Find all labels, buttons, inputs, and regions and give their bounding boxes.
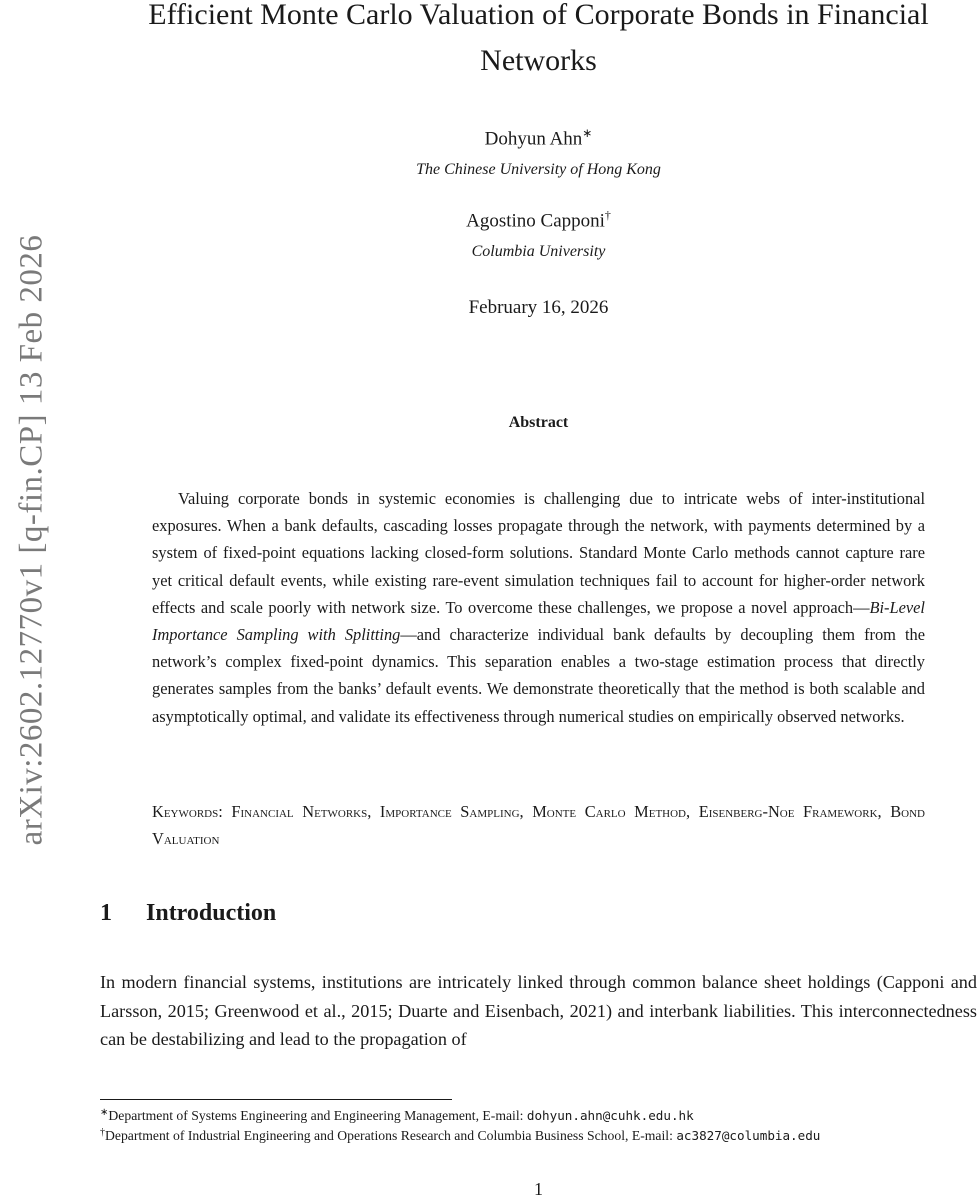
author-1-affiliation: The Chinese University of Hong Kong bbox=[416, 161, 661, 178]
author-2-footnote-mark: † bbox=[604, 208, 611, 222]
footnote-2 bbox=[100, 1123, 977, 1146]
author-2-name: Agostino Capponi bbox=[466, 210, 605, 232]
footnote-2-mark: † bbox=[100, 1127, 105, 1138]
abstract-heading: Abstract bbox=[508, 414, 569, 431]
footnote-2-email[interactable]: ac3827@columbia.edu bbox=[676, 1128, 821, 1143]
arxiv-identifier-stamp: arXiv:2602.12770v1 [q-fin.CP] 13 Feb 2026 bbox=[13, 234, 50, 846]
footnote-1-email[interactable]: dohyun.ahn@cuhk.edu.hk bbox=[526, 1108, 694, 1123]
section-title: Introduction bbox=[146, 900, 277, 926]
section-heading bbox=[100, 900, 276, 927]
footnote-1-text: Department of Systems Engineering and Engineering Management, E-mail: bbox=[108, 1108, 527, 1123]
author-1-footnote-mark: ∗ bbox=[582, 126, 593, 140]
section-number: 1 bbox=[100, 900, 112, 926]
introduction-paragraph: In modern financial systems, institutions are intricately linked through common balance sheet holdings (Capponi and Larsson, 2015; Greenwood et al., 2015; Duarte and Eisenbach, 2021) and interbank liabilities. This interconnectedness can be destabilizing and lead to the propagation of bbox=[100, 972, 977, 1049]
method-name: Bi-Level Importance Sampling with Splitting bbox=[152, 597, 925, 645]
title-line-1: Efficient Monte Carlo Valuation of Corporate Bonds in Financial bbox=[148, 0, 929, 31]
footnote-divider bbox=[100, 1099, 452, 1100]
abstract-text-part-2: —and characterize individual bank defaults by decoupling them from the network’s complex fixed-point dynamics. This separation enables a two-stage estimation process that directly generates samples from the banks’ default events. We demonstrate theoretically that the method is both scalable and asymptotically optimal, and validate its effectiveness through numerical studies on empirically observed networks. bbox=[152, 625, 925, 726]
keywords-list: Financial Networks, Importance Sampling, Monte Carlo Method, Eisenberg-Noe Framework, Bond Valuation bbox=[152, 802, 925, 848]
author-1 bbox=[100, 126, 977, 150]
paper-title bbox=[100, 0, 977, 84]
page-number: 1 bbox=[534, 1179, 543, 1199]
abstract-body bbox=[152, 485, 925, 730]
title-line-2: Networks bbox=[480, 44, 597, 77]
footnote-2-text: Department of Industrial Engineering and Operations Research and Columbia Business School, E-mail: bbox=[105, 1128, 677, 1143]
keywords-label: Keywords: bbox=[152, 802, 223, 821]
footnote-1-mark: ∗ bbox=[100, 1107, 109, 1118]
abstract-text-part-1: Valuing corporate bonds in systemic economies is challenging due to intricate webs of inter-institutional exposures. When a bank defaults, cascading losses propagate through the network, with payments determined by a system of fixed-point equations lacking closed-form solutions. Standard Monte Carlo methods cannot capture rare yet critical default events, while existing rare-event simulation techniques fail to account for higher-order network effects and scale poorly with network size. To overcome these challenges, we propose a novel approach— bbox=[152, 489, 925, 617]
author-2-affiliation: Columbia University bbox=[471, 243, 606, 260]
author-2 bbox=[100, 208, 977, 232]
publication-date: February 16, 2026 bbox=[468, 297, 609, 318]
keywords bbox=[152, 798, 925, 852]
author-1-name: Dohyun Ahn bbox=[484, 128, 583, 150]
